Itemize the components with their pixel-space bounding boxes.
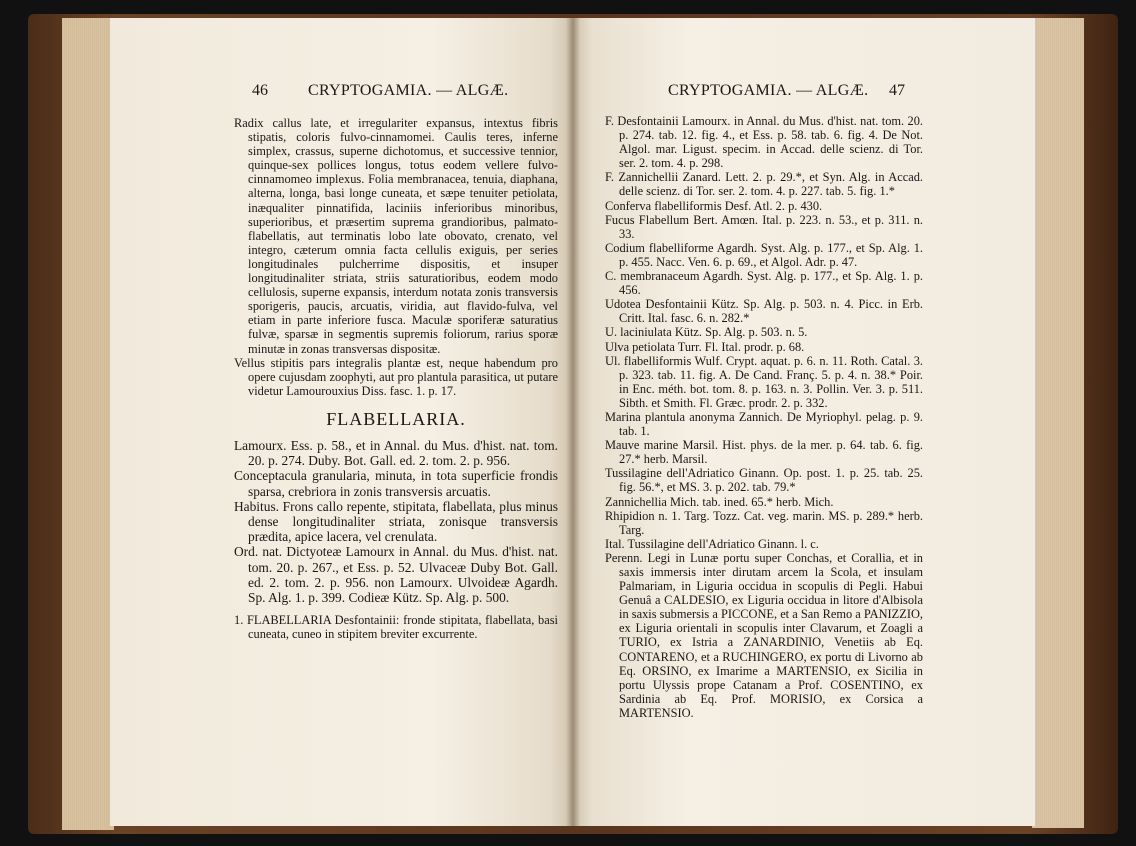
synonym-entry: Mauve marine Marsil. Hist. phys. de la mer. p. 64. tab. 6. fig. 27.* herb. Marsil. [605, 438, 923, 467]
page-edges-left [62, 18, 114, 830]
right-page [573, 18, 1035, 826]
right-body [605, 114, 923, 720]
synonym-entry: Rhipidion n. 1. Targ. Tozz. Cat. veg. marin. MS. p. 289.* herb. Targ. [605, 508, 923, 537]
synonym-entry: Codium flabelliforme Agardh. Syst. Alg. p. 177., et Sp. Alg. 1. p. 455. Nacc. Ven. 6. p. 69., et Algol. Adr. p. 47. [605, 240, 923, 269]
right-running-head: CRYPTOGAMIA. — ALGÆ. [668, 82, 869, 99]
page-edges-right [1032, 18, 1084, 828]
synonym-entry: Zannichellia Mich. tab. ined. 65.* herb. Mich. [605, 494, 834, 509]
synonym-entry: Marina plantula anonyma Zannich. De Myriophyl. pelag. p. 9. tab. 1. [605, 409, 923, 439]
synonym-entry: Udotea Desfontainii Kütz. Sp. Alg. p. 503. n. 4. Picc. in Erb. Critt. Ital. fasc. 6. n. 282.* [605, 297, 923, 326]
species-entry: 1. FLABELLARIA Desfontainii: fronde stipitata, flabellata, basi cuneata, cuneo in stipitem breviter excurrente. [234, 613, 558, 642]
left-page-number: 46 [252, 82, 268, 99]
perenn-paragraph: Perenn. Legi in Lunæ portu super Conchas, et Corallia, et in saxis immersis inter dirutam arcem la Scola, et insulam Palmariam, in Liguria occidua in scopulis di Pegli. Habui Genuâ a CALDESIO, ex Liguria occidua in litore d'Albisola in saxis submersis a PICCONE, et a San Remo a PANIZZIO, ex Liguria orientali in scopulis inter Clavarum, et Zoagli a TURIO, ex Istria a ZANARDINIO, Venetiis ab Eq. CONTARENO, et a RUCHINGERO, ex portu di Livorno ab Eq. ORSINO, ex Imarime a MARTENSIO, ex Sicilia in portu Ulyssis prope Catanam a Prof. COSENTINO, ex Sardinia ab Eq. Prof. MORISIO, ex Corsica a MARTENSIO. [605, 550, 923, 720]
synonym-entry: Ul. flabelliformis Wulf. Crypt. aquat. p. 6. n. 11. Roth. Catal. 3. p. 323. tab. 11. fig. A. De Cand. Franç. 5. p. 4. n. 38.* Poir. in Enc. méth. bot. tom. 8. p. 163. n. 3. Pollin. Ver. 3. p. 511. Sibth. et Smith. Fl. Græc. prodr. 2. p. 332. [605, 353, 923, 410]
synonym-entry: Conferva flabelliformis Desf. Atl. 2. p. 430. [605, 198, 823, 213]
ital-entry: Ital. Tussilagine dell'Adriatico Ginann. l. c. [605, 536, 819, 551]
synonym-entry: U. laciniulata Kütz. Sp. Alg. p. 503. n. 5. [605, 325, 808, 340]
book-spine [566, 18, 580, 826]
ord-nat-paragraph: Ord. nat. Dictyoteæ Lamourx in Annal. du Mus. d'hist. nat. tom. 20. p. 267., et Ess. p. 52. Ulvaceæ Duby Bot. Gall. ed. 2. tom. 2. p. 956. non Lamourx. Ulvoideæ Agardh. Sp. Alg. 1. p. 399. Codieæ Kütz. Sp. Alg. p. 500. [234, 544, 558, 605]
left-page [110, 18, 573, 826]
synonym-entry: Fucus Flabellum Bert. Amœn. Ital. p. 223. n. 53., et p. 311. n. 33. [605, 212, 923, 241]
conceptacula-paragraph: Conceptacula granularia, minuta, in tota superficie frondis sparsa, crebriora in zonis transversis arcuatis. [234, 468, 558, 499]
synonym-entry: Tussilagine dell'Adriatico Ginann. Op. post. 1. p. 25. tab. 25. fig. 56.*, et MS. 3. p. 202. tab. 79.* [605, 466, 923, 495]
synonym-entry: F. Zannichellii Zanard. Lett. 2. p. 29.*, et Syn. Alg. in Accad. delle scienz. di Tor. ser. 2. tom. 4. p. 227. tab. 5. fig. 1.* [605, 170, 923, 199]
right-page-number: 47 [889, 82, 905, 99]
synonym-entry: C. membranaceum Agardh. Syst. Alg. p. 177., et Sp. Alg. 1. p. 456. [605, 269, 923, 298]
genus-reference: Lamourx. Ess. p. 58., et in Annal. du Mus. d'hist. nat. tom. 20. p. 274. Duby. Bot. Gall. ed. 2. tom. 2. p. 956. [234, 437, 558, 469]
habitus-paragraph: Habitus. Frons callo repente, stipitata, flabellata, plus minus dense longitudinaliter striata, zonisque transversis prædita, apice lacera, vel crenulata. [234, 498, 558, 545]
synonym-entry: F. Desfontainii Lamourx. in Annal. du Mus. d'hist. nat. tom. 20. p. 274. tab. 12. fig. 4., et Ess. p. 58. tab. 6. fig. 4. De Not. Algol. mar. Ligust. specim. in Accad. delle scienz. di Tor. ser. 2. tom. 4. p. 298. [605, 114, 923, 171]
description-paragraph: Radix callus late, et irregulariter expansus, intextus fibris stipatis, coloris fulvo-cinnamomei. Caulis teres, inferne simplex, crassus, superne dichotomus, et successive tennior, quinque-sex pollices longus, totus eodem vellere fulvo-cinnamomeo implexus. Folia membranacea, tenuia, diaphana, alterna, longa, basi longe cuneata, et sæpe tenuiter petiolata, inæqualiter pinnatifida, laciniis inferioribus minoribus, superioribus, et præsertim suprema grandioribus, palmato-flabellatis, aut terminatis lobo late obovato, crenato, vel integro, cæterum omnia facta cellulis exiguis, per series longitudinales pulcherrime dispositis, et insuper longitudinaliter striata, striis saturatioribus, eodem modo cellulosis, superne expansis, interdum notata zonis transversis sporigeris, paucis, arcuatis, viridia, aut flavido-fulva, vel etiam in parte inferiore fusca. Maculæ sporiferæ saturatius fulvæ, sparsæ in segmentis supremis foliorum, rarius sporæ minutæ in zonas transversas dispositæ. [234, 116, 558, 356]
left-body [234, 116, 558, 641]
left-running-head: CRYPTOGAMIA. — ALGÆ. [308, 82, 509, 99]
section-title: FLABELLARIA. [326, 408, 466, 429]
synonym-entry: Ulva petiolata Turr. Fl. Ital. prodr. p. 68. [605, 339, 805, 354]
vellus-paragraph: Vellus stipitis pars integralis plantæ est, neque habendum pro opere cujusdam zoophyti, aut pro plantula parasitica, ut putare videtur Lamourouxius Diss. fasc. 1. p. 17. [234, 355, 558, 398]
